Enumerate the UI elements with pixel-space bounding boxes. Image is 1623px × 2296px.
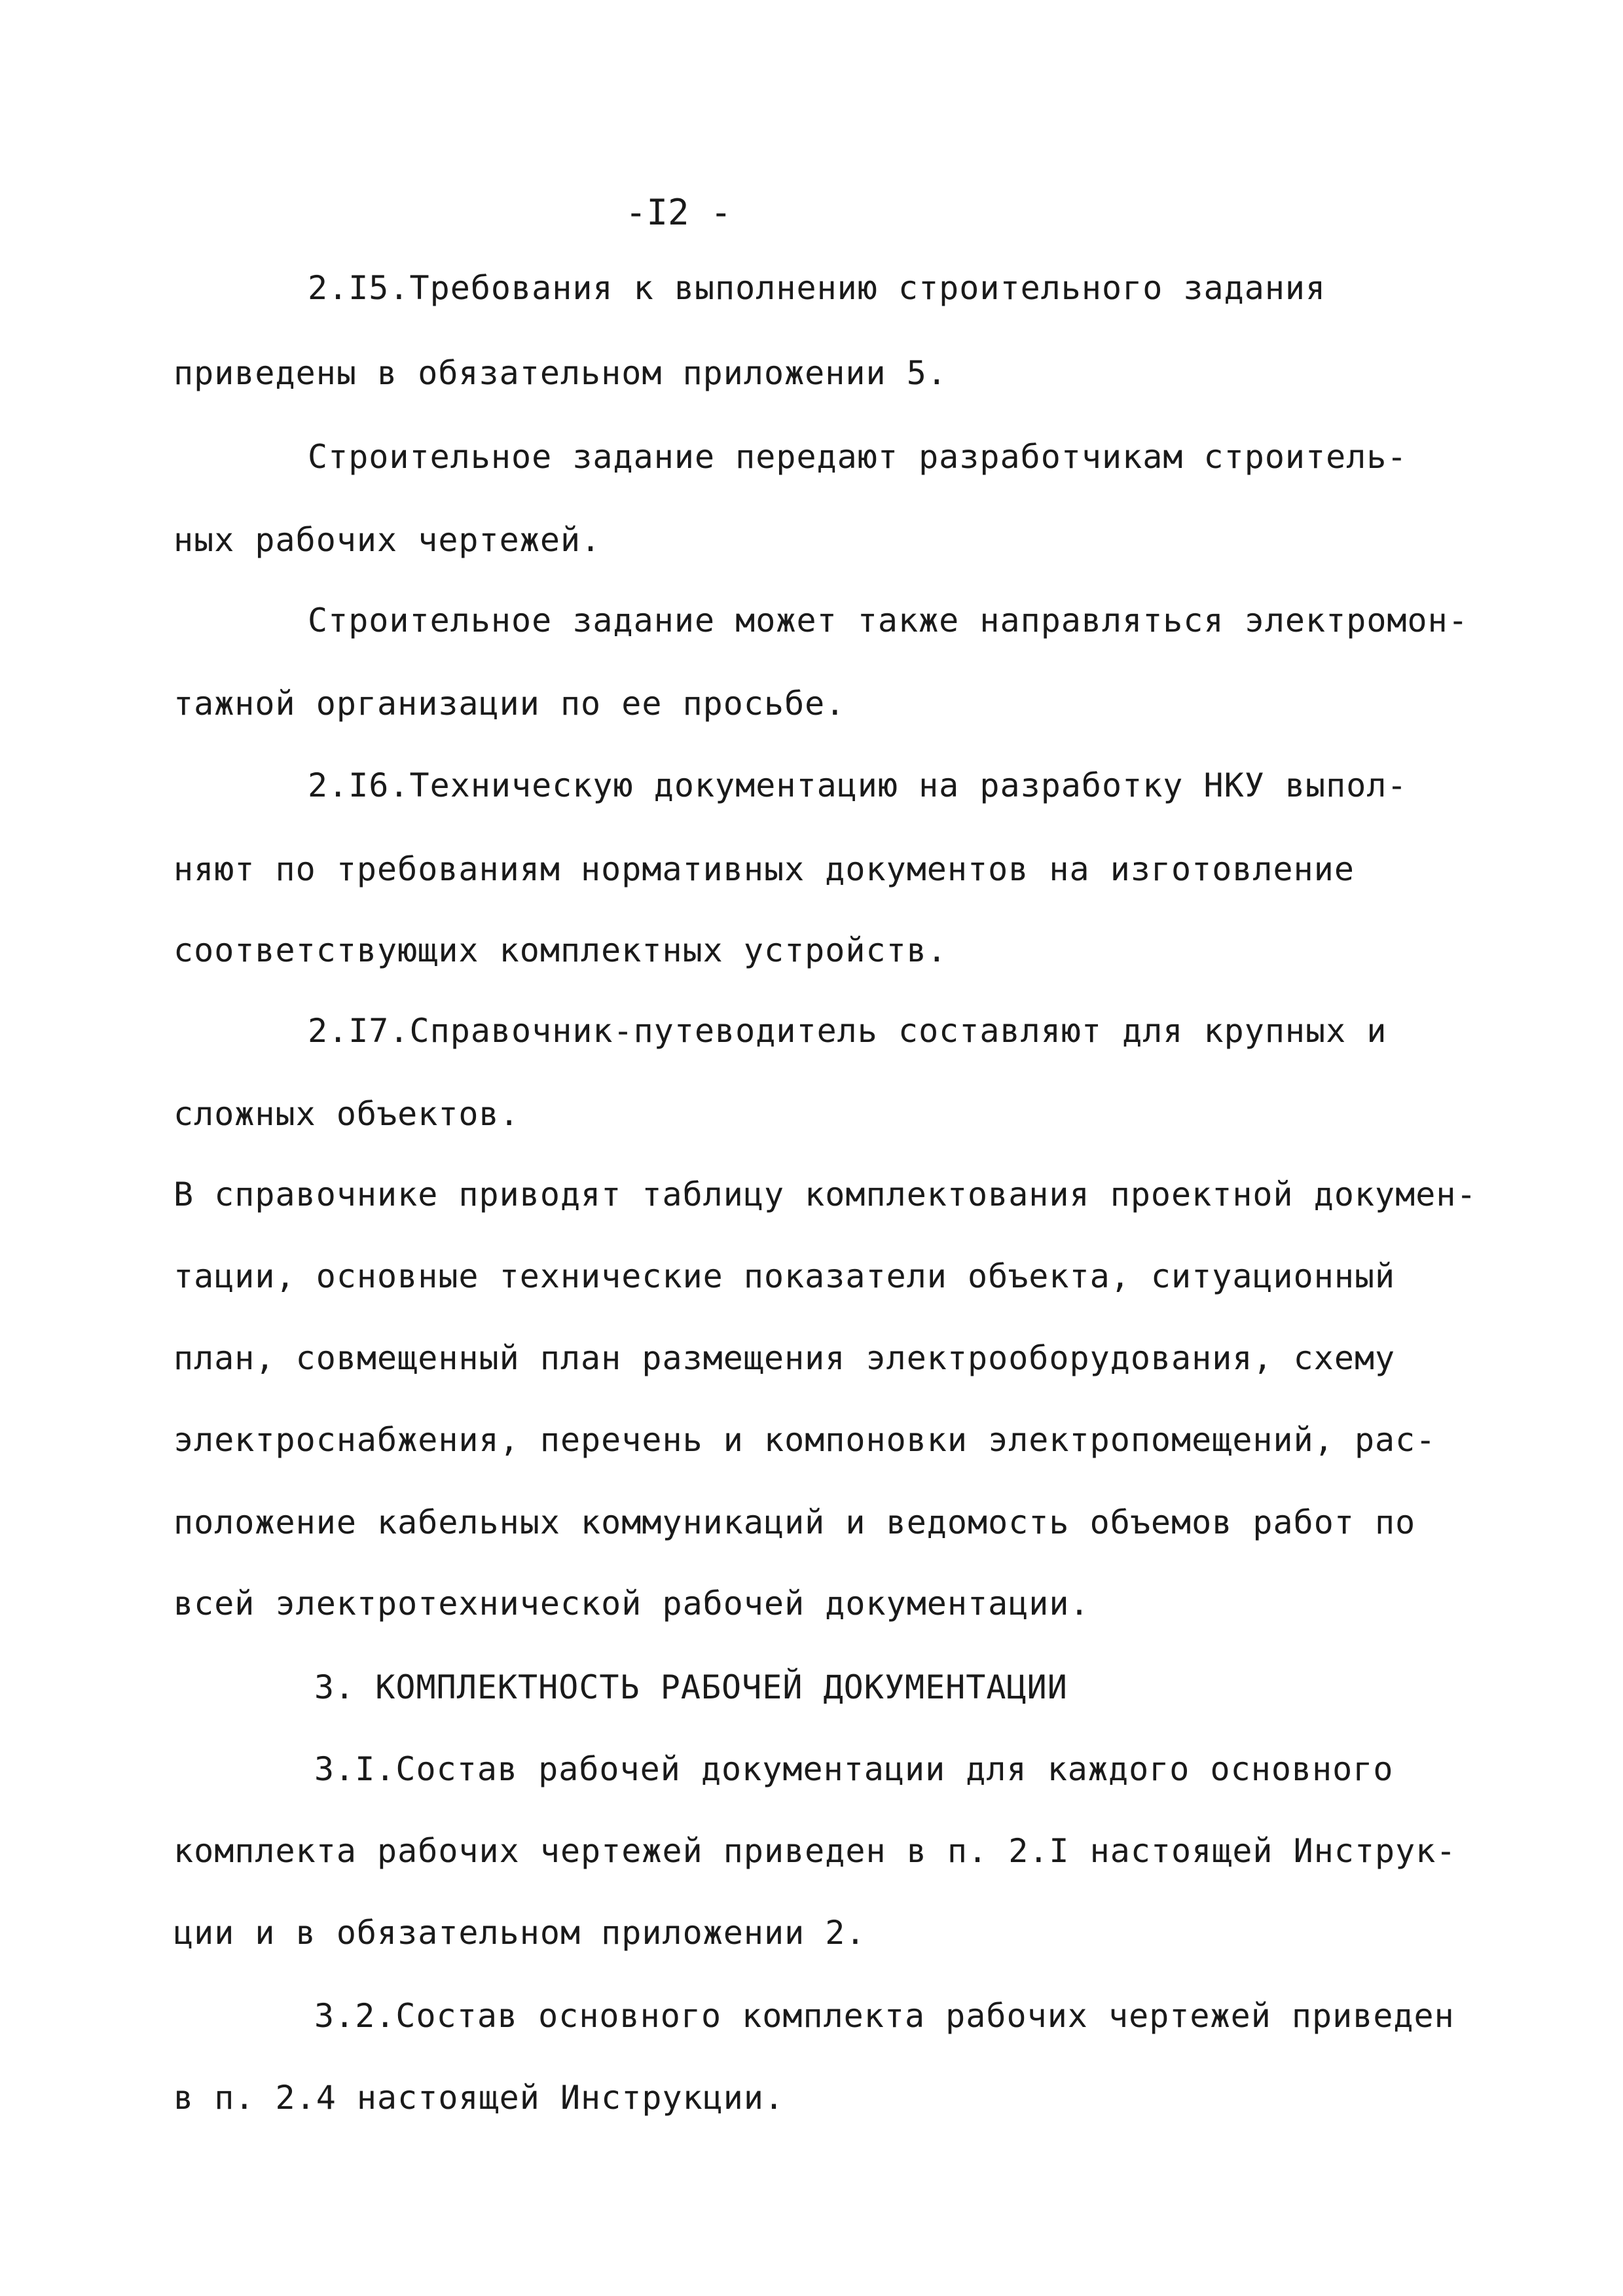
text-line: сложных объектов. [173,1095,520,1133]
text-line: всей электротехнической рабочей документации. [173,1585,1090,1623]
text-line: комплекта рабочих чертежей приведен в п. 2.I настоящей Инструк- [173,1832,1457,1870]
text-line: 2.I6.Техническую документацию на разработку НКУ выпол- [308,766,1408,804]
text-line: тации, основные технические показатели объекта, ситуационный [173,1257,1396,1295]
text-line: положение кабельных коммуникаций и ведомость объемов работ по [173,1503,1416,1541]
text-line: Строительное задание передают разработчикам строитель- [308,438,1408,476]
text-line: Строительное задание может также направляться электромон- [308,601,1468,639]
text-line: В справочнике приводят таблицу комплектования проектной докумен- [173,1175,1477,1213]
text-line: приведены в обязательном приложении 5. [173,354,947,392]
text-line: соответствующих комплектных устройств. [173,931,947,969]
text-line: ных рабочих чертежей. [173,521,602,559]
text-line: план, совмещенный план размещения электрооборудования, схему [173,1339,1396,1377]
page-number: -I2 - [625,192,732,233]
text-line: 3.I.Состав рабочей документации для каждого основного [314,1750,1394,1788]
text-line: няют по требованиям нормативных документов на изготовление [173,850,1355,888]
text-line: ции и в обязательном приложении 2. [173,1914,866,1952]
text-line: электроснабжения, перечень и компоновки электропомещений, рас- [173,1421,1436,1459]
text-line: 2.I7.Справочник-путеводитель составляют для крупных и [308,1012,1387,1050]
text-line: 2.I5.Требования к выполнению строительного задания [308,269,1326,307]
text-line: тажной организации по ее просьбе. [173,685,846,723]
text-line: 3.2.Состав основного комплекта рабочих чертежей приведен [314,1997,1455,2035]
text-line: в п. 2.4 настоящей Инструкции. [173,2079,785,2117]
section-heading: 3. КОМПЛЕКТНОСТЬ РАБОЧЕЙ ДОКУМЕНТАЦИИ [314,1668,1068,1706]
